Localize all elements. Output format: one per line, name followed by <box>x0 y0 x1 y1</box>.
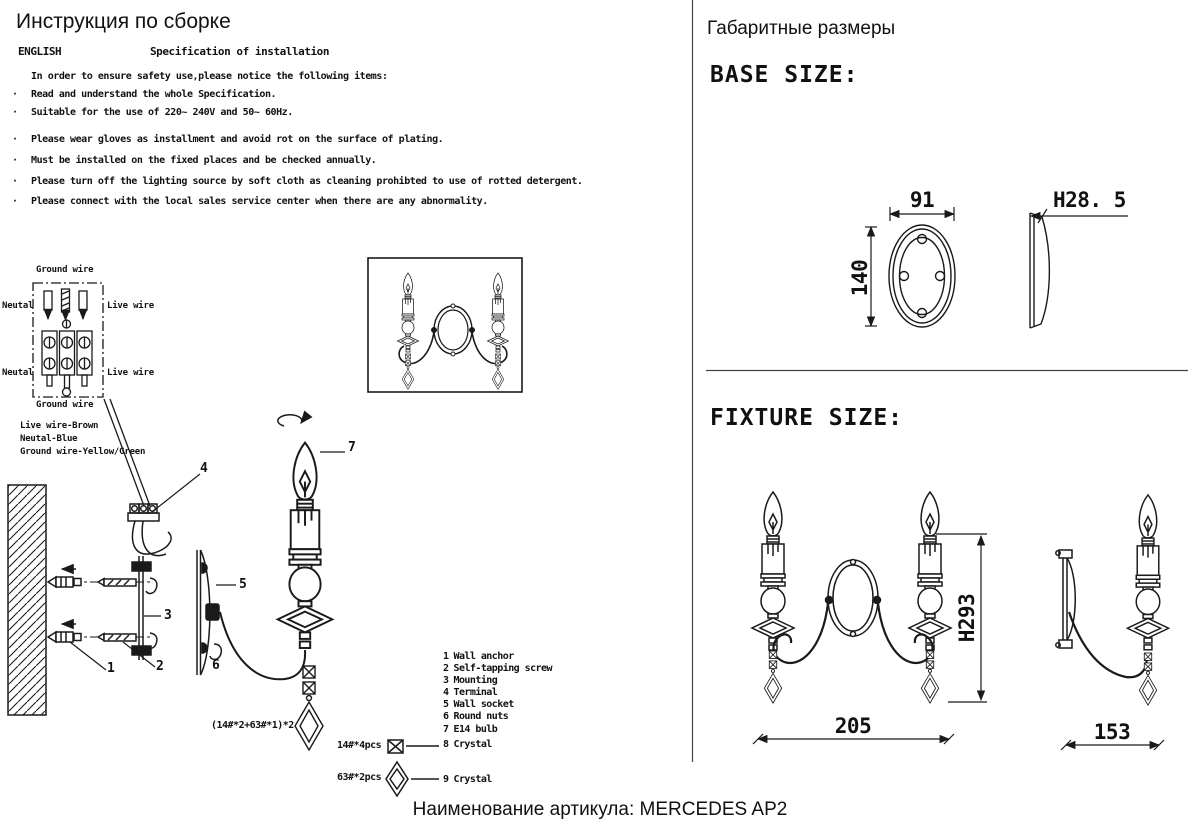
spec-item: · Please turn off the lighting source by soft cloth as cleaning prohibted to use of rotted detergent. <box>12 176 583 187</box>
callout-2: 2 <box>156 659 164 674</box>
bullet: · <box>12 107 18 118</box>
parts-list-item: 1 Wall anchor <box>443 651 514 662</box>
parts-list-item: 7 E14 bulb <box>443 724 498 735</box>
dim-base-depth: H28. 5 <box>1053 188 1126 212</box>
language-label: ENGLISH <box>18 45 62 58</box>
base-size-heading: BASE SIZE: <box>710 62 859 88</box>
parts-list-item: 3 Mounting <box>443 675 498 686</box>
spec-heading: Specification of installation <box>150 45 330 58</box>
wiring-live-bottom: Live wire <box>107 368 154 378</box>
base-size-drawing <box>865 207 1128 328</box>
fixture-front-view <box>752 492 987 744</box>
parts-list-item: 2 Self-tapping screw <box>443 663 552 674</box>
wiring-neutral-bottom: Neutal <box>2 368 34 378</box>
wiring-diagram <box>33 283 150 506</box>
article-caption: Наименование артикула: MERCEDES AP2 <box>412 799 788 820</box>
fixture-side-view <box>1056 495 1169 750</box>
parts-list-item: 4 Terminal <box>443 687 498 698</box>
wiring-legend-neutral: Neutal-Blue <box>20 434 78 444</box>
wiring-legend-live: Live wire-Brown <box>20 421 99 431</box>
bullet: · <box>12 155 18 166</box>
wiring-ground-bottom: Ground wire <box>36 400 94 410</box>
spec-item: · Must be installed on the fixed places and be checked annually. <box>12 155 377 166</box>
spec-item: · Please wear gloves as installment and avoid rot on the surface of plating. <box>12 134 444 145</box>
section-dividers <box>693 0 1189 762</box>
dim-fixture-width: 205 <box>834 714 872 738</box>
dim-base-height: 140 <box>848 259 872 297</box>
callout-6: 6 <box>212 658 220 673</box>
callout-1: 1 <box>107 661 115 676</box>
dim-fixture-depth: 153 <box>1093 720 1131 744</box>
spec-item: · Suitable for the use of 220~ 240V and 50~ 60Hz. <box>12 107 293 118</box>
parts-list-item: 9 Crystal <box>443 774 492 785</box>
wiring-ground-top: Ground wire <box>36 265 94 275</box>
dim-base-width: 91 <box>909 188 935 212</box>
crystal9-qty: 63#*2pcs <box>337 772 382 783</box>
bullet: · <box>12 176 18 187</box>
crystal-formula: (14#*2+63#*1)*2 <box>211 720 294 731</box>
callout-3: 3 <box>164 608 172 623</box>
callout-5: 5 <box>239 577 247 592</box>
parts-list-item: 6 Round nuts <box>443 711 509 722</box>
callout-7: 7 <box>348 440 356 455</box>
bullet: · <box>12 134 18 145</box>
page-title-right: Габаритные размеры <box>707 18 896 39</box>
parts-list-item: 5 Wall socket <box>443 699 514 710</box>
wiring-live-top: Live wire <box>107 301 154 311</box>
page-title-left: Инструкция по сборке <box>16 10 231 33</box>
spec-item: · Read and understand the whole Specification. <box>12 89 277 100</box>
spec-item: · Please connect with the local sales service center when there are any abnormality. <box>12 196 488 207</box>
spec-intro: In order to ensure safety use,please notice the following items: <box>31 71 388 82</box>
parts-list-item: 8 Crystal <box>443 739 492 750</box>
callout-4: 4 <box>200 461 208 476</box>
assembly-diagram <box>8 415 439 796</box>
bullet: · <box>12 196 18 207</box>
dim-fixture-height: H293 <box>955 593 979 643</box>
bullet: · <box>12 89 18 100</box>
inset-fixture-view <box>368 258 522 392</box>
wiring-legend-ground: Ground wire-Yellow/Green <box>20 447 146 457</box>
fixture-size-heading: FIXTURE SIZE: <box>710 405 904 431</box>
wiring-neutral-top: Neutal <box>2 301 34 311</box>
crystal8-qty: 14#*4pcs <box>337 740 382 751</box>
